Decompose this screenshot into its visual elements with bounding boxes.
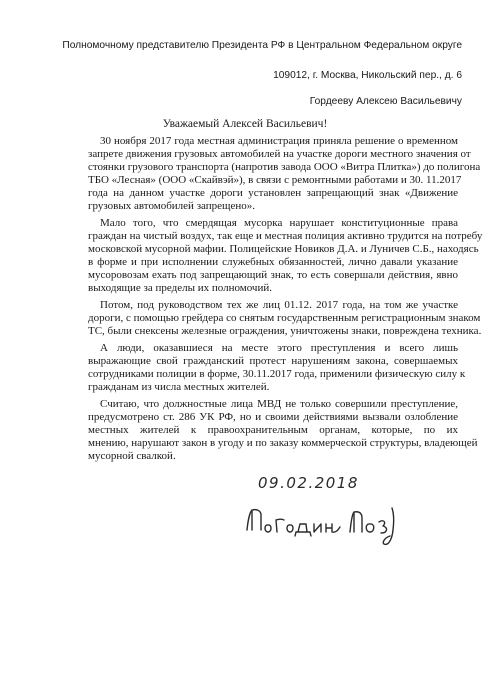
body-line: стоянки грузового транспорта (напротив завода ООО «Витра Плитка») до полигона <box>88 161 481 173</box>
body-line: выражающие свой гражданский протест нарушениям закона, совершаемых <box>88 355 458 367</box>
body-line: мусорной свалкой. <box>88 450 176 462</box>
body-line: 30 ноября 2017 года местная администрация приняла решение о временном <box>100 135 458 147</box>
body-line: грузовых автомобилей запрещено». <box>88 200 256 212</box>
body-line: Потом, под руководством тех же лиц 01.12. 2017 года, на том же участке <box>100 299 458 311</box>
recipient-address: 109012, г. Москва, Никольский пер., д. 6 <box>273 70 462 81</box>
body-line: ТС, были снексены железные ограждения, уничтожены знаки, повреждена техника. <box>88 325 482 337</box>
body-line: Считаю, что должностные лица МВД не только совершили преступление, <box>100 398 458 410</box>
recipient-title: Полномочному представителю Президента РФ в Центральном Федеральном округе <box>62 40 462 51</box>
body-line: гражданам из числа местных жителей. <box>88 381 270 393</box>
handwritten-signature <box>244 500 404 554</box>
body-line: московской мусорной мафии. Полицейские Новиков Д.А. и Луничев С.Б., находясь <box>88 243 479 255</box>
body-line: Мало того, что смердящая мусорка нарушает конституционные права <box>100 217 458 229</box>
body-line: в форме и при исполнении служебных обязанностей, лично давали указание <box>88 256 458 268</box>
body-line: запрете движения грузовых автомобилей на участке дороги местного значения от <box>88 148 471 160</box>
signature-image <box>244 500 404 550</box>
body-line: предусмотрено ст. 286 УК РФ, но и своими действиями вызвали озлобление <box>88 411 458 423</box>
body-line: выходящие за пределы их полномочий. <box>88 282 272 294</box>
body-line: А люди, оказавшиеся на месте этого преступления и всего лишь <box>100 342 458 354</box>
body-line: мусоровозам ехать под запрещающий знак, то есть совершали действия, явно <box>88 269 458 281</box>
body-line: ТБО «Лесная» (ООО «Скайвэй»), в связи с ремонтными работами и 30. 11.2017 <box>88 174 462 186</box>
body-line: года на данном участке дороги установлен запрещающий знак «Движение <box>88 187 458 199</box>
body-line: сотрудниками полиции в форме, 30.11.2017 года, применили физическую силу к <box>88 368 466 380</box>
body-line: мнению, нарушают закон в угоду и по заказу коммерческой структуры, владеющей <box>88 437 478 449</box>
body-line: местных жителей к правоохранительным органам, которые, по их <box>88 424 458 436</box>
handwritten-date: 09.02.2018 <box>258 474 359 492</box>
greeting: Уважаемый Алексей Васильевич! <box>162 118 328 130</box>
recipient-name: Гордееву Алексею Васильевичу <box>309 96 462 107</box>
body-line: граждан на чистый воздух, так еще и местная полиция активно трудится на потребу <box>88 230 483 242</box>
body-line: дороги, с помощью грейдера со снятым государственным регистрационным знаком <box>88 312 481 324</box>
